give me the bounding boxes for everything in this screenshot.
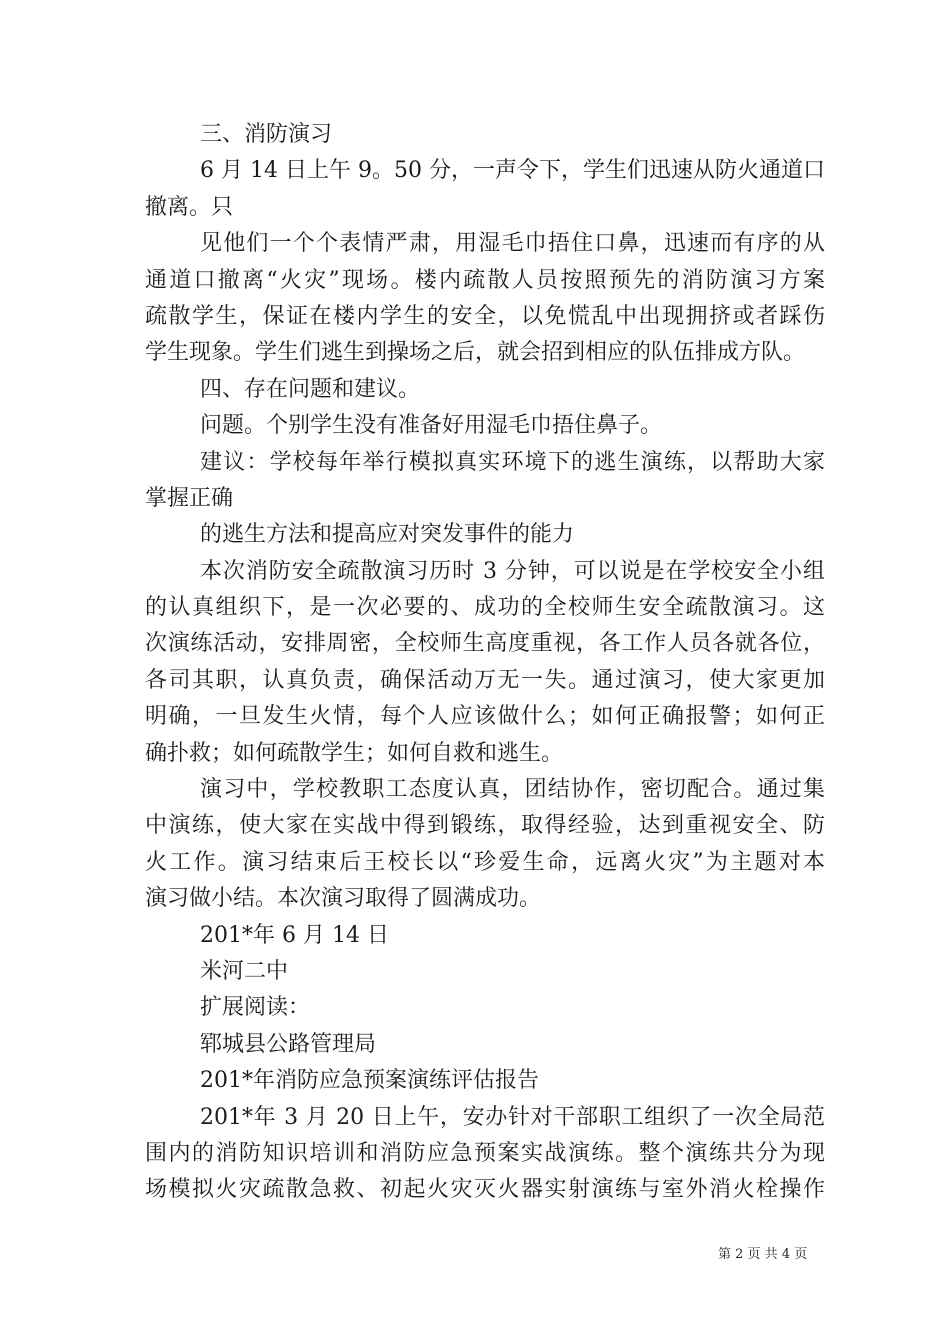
section-heading-fire-drill: 三、消防演习 <box>200 122 333 147</box>
paragraph-line: 疏散学生，保证在楼内学生的安全，以免慌乱中出现拥挤或者踩伤 <box>145 303 825 329</box>
paragraph-line: 的认真组织下，是一次必要的、成功的全校师生安全疏散演习。这 <box>145 595 825 621</box>
document-body <box>145 117 825 1209</box>
paragraph-line: 中演练，使大家在实战中得到锻练，取得经验，达到重视安全、防 <box>145 813 825 839</box>
paragraph-line: 建议：学校每年举行模拟真实环境下的逃生演练，以帮助大家 <box>200 449 825 475</box>
document-signature-school: 米河二中 <box>200 958 289 984</box>
document-date: 201*年 6 月 14 日 <box>200 922 389 948</box>
paragraph-line: 火工作。演习结束后王校长以“珍爱生命，远离火灾”为主题对本 <box>145 849 825 875</box>
paragraph-line: 各司其职，认真负责，确保活动万无一失。通过演习，使大家更加 <box>145 667 825 693</box>
paragraph-line: 围内的消防知识培训和消防应急预案实战演练。整个演练共分为现 <box>145 1140 825 1166</box>
organization-name: 郓城县公路管理局 <box>200 1031 377 1057</box>
paragraph-line: 6 月 14 日上午 9。50 分，一声令下，学生们迅速从防火通道口 <box>200 158 825 184</box>
paragraph-line: 通道口撤离“火灾”现场。楼内疏散人员按照预先的消防演习方案 <box>145 267 825 293</box>
paragraph-line: 次演练活动，安排周密，全校师生高度重视，各工作人员各就各位， <box>145 631 825 657</box>
paragraph-line: 撤离。只 <box>145 194 234 220</box>
report-title: 201*年消防应急预案演练评估报告 <box>200 1068 539 1094</box>
paragraph-line: 201*年 3 月 20 日上午，安办针对干部职工组织了一次全局范 <box>200 1104 825 1130</box>
paragraph-line: 问题。个别学生没有准备好用湿毛巾捂住鼻子。 <box>200 413 663 439</box>
paragraph-line: 演习做小结。本次演习取得了圆满成功。 <box>145 886 542 912</box>
paragraph-line: 确扑救；如何疏散学生；如何自救和逃生。 <box>145 740 564 766</box>
page-number-footer: 第 2 页 共 4 页 <box>718 1247 808 1262</box>
paragraph-line: 见他们一个个表情严肃，用湿毛巾捂住口鼻，迅速而有序的从 <box>200 231 825 257</box>
extended-reading-label: 扩展阅读： <box>200 995 311 1021</box>
paragraph-line: 场模拟火灾疏散急救、初起火灾灭火器实射演练与室外消火栓操作 <box>145 1177 825 1203</box>
paragraph-line: 明确，一旦发生火情，每个人应该做什么；如何正确报警；如何正 <box>145 704 825 730</box>
paragraph-line: 本次消防安全疏散演习历时 3 分钟，可以说是在学校安全小组 <box>200 558 825 584</box>
paragraph-line: 演习中，学校教职工态度认真，团结协作，密切配合。通过集 <box>200 777 825 803</box>
paragraph-line: 学生现象。学生们逃生到操场之后，就会招到相应的队伍排成方队。 <box>145 340 806 366</box>
paragraph-line: 的逃生方法和提高应对突发事件的能力 <box>200 522 575 548</box>
paragraph-line: 掌握正确 <box>145 485 234 511</box>
section-heading-issues: 四、存在问题和建议。 <box>200 376 421 402</box>
